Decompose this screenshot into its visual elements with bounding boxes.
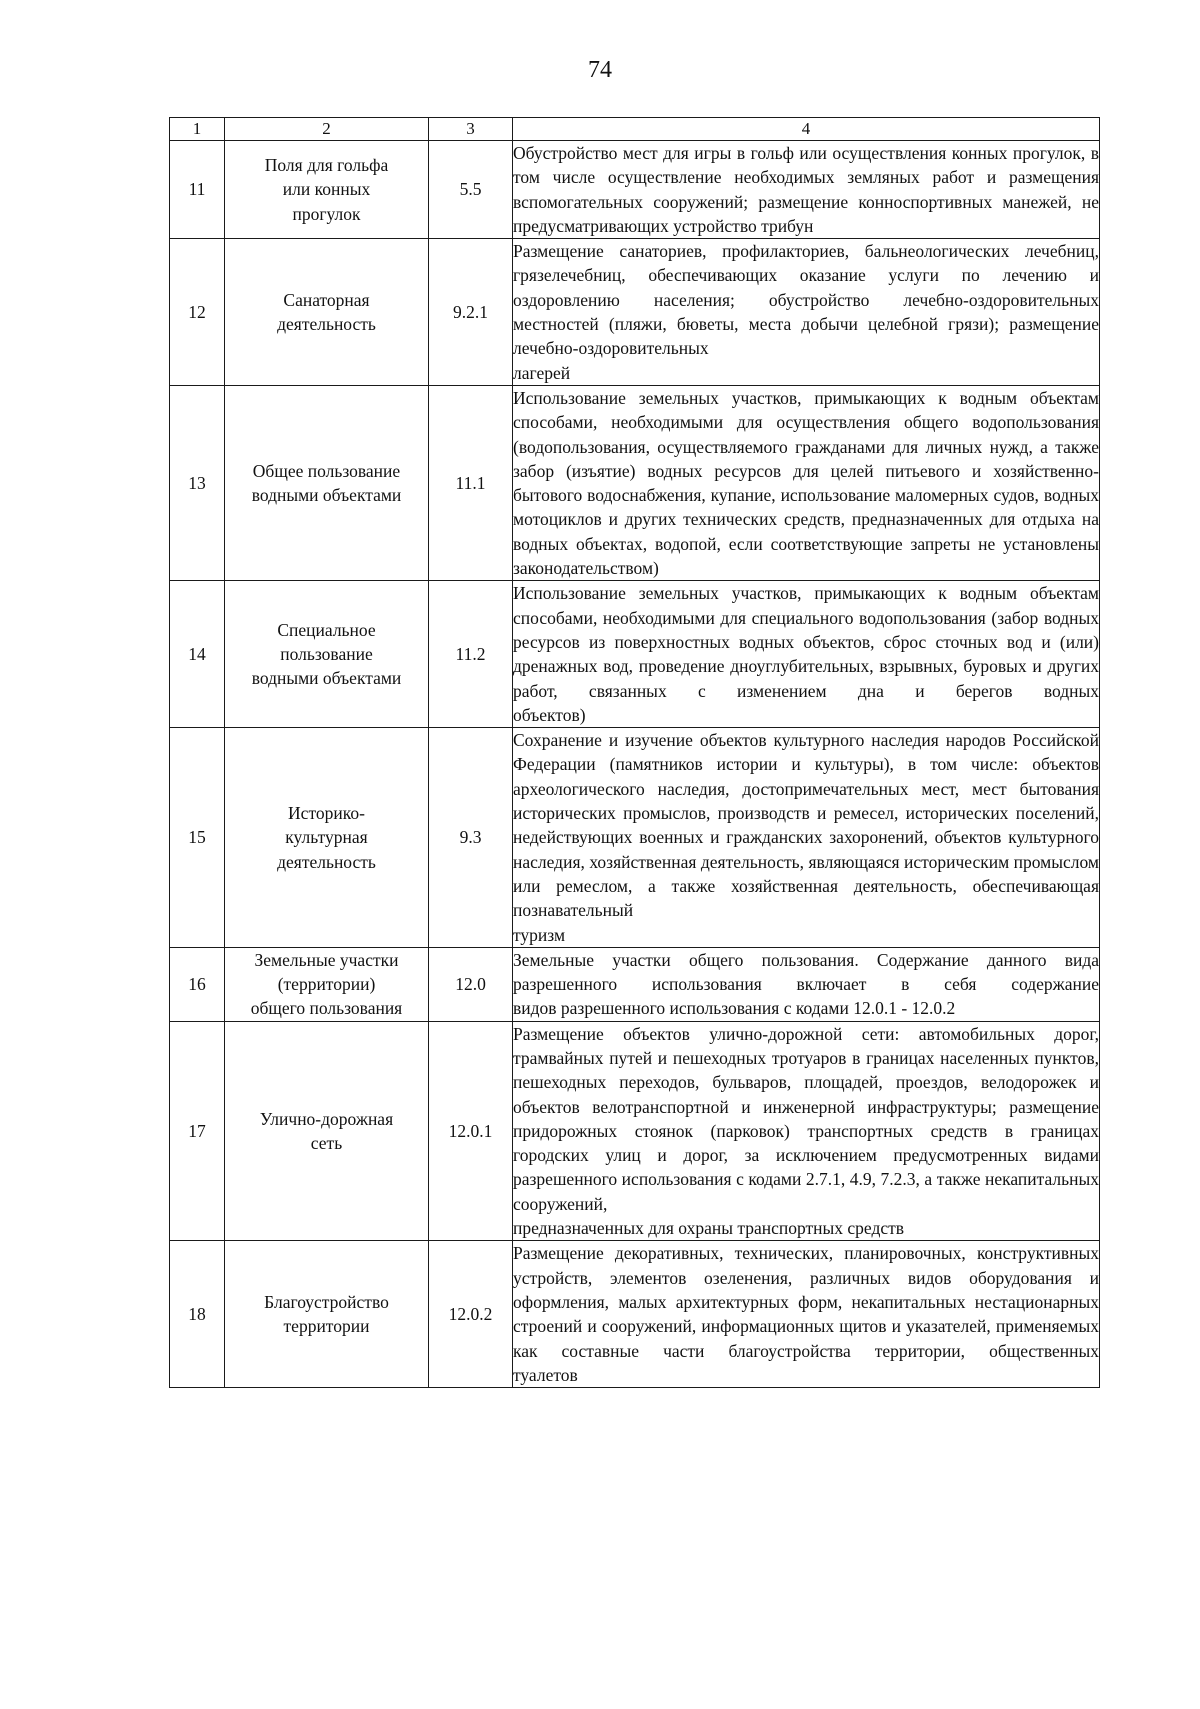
land-use-name-line: Поля для гольфа	[264, 155, 389, 176]
land-use-description	[513, 947, 1100, 1021]
land-use-code: 9.3	[429, 728, 513, 948]
description-text: Размещение санаториев, профилакториев, бальнеологических лечебниц, грязелечебниц, обеспечивающих оказание услуги по лечению и оздоровлению населения; обустройство лечебно-оздоровительных местностей (пляжи, бюветы, места добычи целебной грязи); размещение лечебно-оздоровительных	[513, 241, 1099, 359]
description-text: Обустройство мест для игры в гольф или осуществления конных прогулок, в том числе осуществление необходимых земляных работ и размещения вспомогательных сооружений; размещение конноспортивных манежей, не	[513, 143, 1099, 212]
row-number: 12	[170, 239, 225, 386]
land-use-name-line: Историко-	[288, 803, 365, 824]
description-last-line: туризм	[513, 924, 566, 945]
land-use-name-line: (территории)	[277, 974, 376, 995]
land-use-table	[169, 117, 1100, 1388]
land-use-name-line: сеть	[310, 1133, 343, 1154]
description-text: Земельные участки общего пользования. Содержание данного вида разрешенного использования включает в себя содержание	[513, 949, 1099, 995]
description-last-line: лагерей	[513, 362, 571, 383]
table-row	[170, 947, 1100, 1021]
land-use-name	[225, 1241, 429, 1388]
land-use-description	[513, 239, 1100, 386]
land-use-name-line: или конных	[282, 179, 371, 200]
row-number: 15	[170, 728, 225, 948]
land-use-description	[513, 1021, 1100, 1241]
land-use-name-line: Земельные участки	[254, 949, 399, 970]
row-number: 16	[170, 947, 225, 1021]
description-text: Использование земельных участков, примыкающих к водным объектам способами, необходимыми для специального водопользования (забор водных ресурсов из поверхностных водных объектов, сброс сточных вод и (или) дренажных вод, проведение дноуглубительных, взрывных, буровых и других работ, связанных с изменением дна и берегов водных	[513, 583, 1099, 701]
description-last-line: предусматривающих устройство трибун	[513, 215, 814, 236]
description-text: Сохранение и изучение объектов культурного наследия народов Российской Федерации (памятников истории и культуры), в том числе: объектов археологического наследия, достопримечательных мест, мест бытования исторических промыслов, производств и ремесел, исторических поселений, недействующих военных и гражданских захоронений, объектов культурного наследия, хозяйственная деятельность, являющаяся историческим промыслом или ремеслом, а также хозяйственная деятельность, обеспечивающая познавательный	[513, 730, 1099, 921]
header-cell-3: 3	[429, 118, 513, 141]
land-use-name	[225, 728, 429, 948]
land-use-name	[225, 947, 429, 1021]
description-last-line: законодательством)	[513, 558, 659, 579]
land-use-description	[513, 385, 1100, 580]
row-number: 14	[170, 581, 225, 728]
land-use-name-line: деятельность	[277, 851, 376, 872]
header-cell-1: 1	[170, 118, 225, 141]
description-last-line: предназначенных для охраны транспортных средств	[513, 1218, 905, 1239]
land-use-code: 11.2	[429, 581, 513, 728]
land-use-name-line: прогулок	[292, 203, 361, 224]
land-use-name	[225, 385, 429, 580]
land-use-name-line: культурная	[285, 827, 368, 848]
land-use-name-line: Общее пользование	[252, 460, 401, 481]
land-use-description	[513, 141, 1100, 239]
table-row	[170, 1241, 1100, 1388]
table-row	[170, 141, 1100, 239]
table-row	[170, 728, 1100, 948]
land-use-name	[225, 239, 429, 386]
header-cell-2: 2	[225, 118, 429, 141]
table-header-row	[170, 118, 1100, 141]
land-use-name-line: деятельность	[277, 314, 376, 335]
land-use-name-line: общего пользования	[250, 998, 403, 1019]
land-use-name-line: Благоустройство	[264, 1291, 389, 1312]
land-use-name	[225, 1021, 429, 1241]
description-last-line: туалетов	[513, 1364, 578, 1385]
land-use-name-line: водными объектами	[251, 485, 402, 506]
header-cell-4: 4	[513, 118, 1100, 141]
land-use-name-line: пользование	[280, 644, 373, 665]
land-use-code: 9.2.1	[429, 239, 513, 386]
description-text: Использование земельных участков, примыкающих к водным объектам способами, необходимыми для осуществления общего водопользования (водопользования, осуществляемого гражданами для личных нужд, а также забор (изъятие) водных ресурсов для целей питьевого и хозяйственно-бытового водоснабжения, купание, использование маломерных судов, водных мотоциклов и других технических средств, предназначенных для отдыха на водных объектах, водопой, если соответствующие запреты не установлены	[513, 387, 1099, 554]
land-use-code: 11.1	[429, 385, 513, 580]
table-row	[170, 385, 1100, 580]
land-use-name-line: Санаторная	[283, 289, 370, 310]
land-use-name-line: водными объектами	[251, 668, 402, 689]
table-row	[170, 1021, 1100, 1241]
land-use-code: 5.5	[429, 141, 513, 239]
land-use-name-line: Улично-дорожная	[259, 1108, 394, 1129]
land-use-name	[225, 141, 429, 239]
land-use-name-line: Специальное	[277, 619, 376, 640]
description-last-line: объектов)	[513, 704, 586, 725]
table-row	[170, 239, 1100, 386]
description-text: Размещение декоративных, технических, планировочных, конструктивных устройств, элементов озеленения, различных видов оборудования и оформления, малых архитектурных форм, некапитальных нестационарных строений и сооружений, информационных щитов и указателей, применяемых как составные части благоустройства территории, общественных	[513, 1243, 1099, 1361]
description-last-line: видов разрешенного использования с кодами 12.0.1 - 12.0.2	[513, 998, 956, 1019]
table-row	[170, 581, 1100, 728]
land-use-code: 12.0	[429, 947, 513, 1021]
land-use-description	[513, 581, 1100, 728]
row-number: 17	[170, 1021, 225, 1241]
land-use-name-line: территории	[283, 1316, 370, 1337]
page-number: 74	[588, 57, 612, 83]
land-use-description	[513, 728, 1100, 948]
row-number: 18	[170, 1241, 225, 1388]
row-number: 13	[170, 385, 225, 580]
land-use-name	[225, 581, 429, 728]
land-use-description	[513, 1241, 1100, 1388]
row-number: 11	[170, 141, 225, 239]
description-text: Размещение объектов улично-дорожной сети: автомобильных дорог, трамвайных путей и пешеходных тротуаров в границах населенных пунктов, пешеходных переходов, бульваров, площадей, проездов, велодорожек и объектов велотранспортной и инженерной инфраструктуры; размещение придорожных стоянок (парковок) транспортных средств в границах городских улиц и дорог, за исключением предусмотренных видами разрешенного использования с кодами 2.7.1, 4.9, 7.2.3, а также некапитальных сооружений,	[513, 1023, 1099, 1214]
land-use-code: 12.0.1	[429, 1021, 513, 1241]
land-use-code: 12.0.2	[429, 1241, 513, 1388]
